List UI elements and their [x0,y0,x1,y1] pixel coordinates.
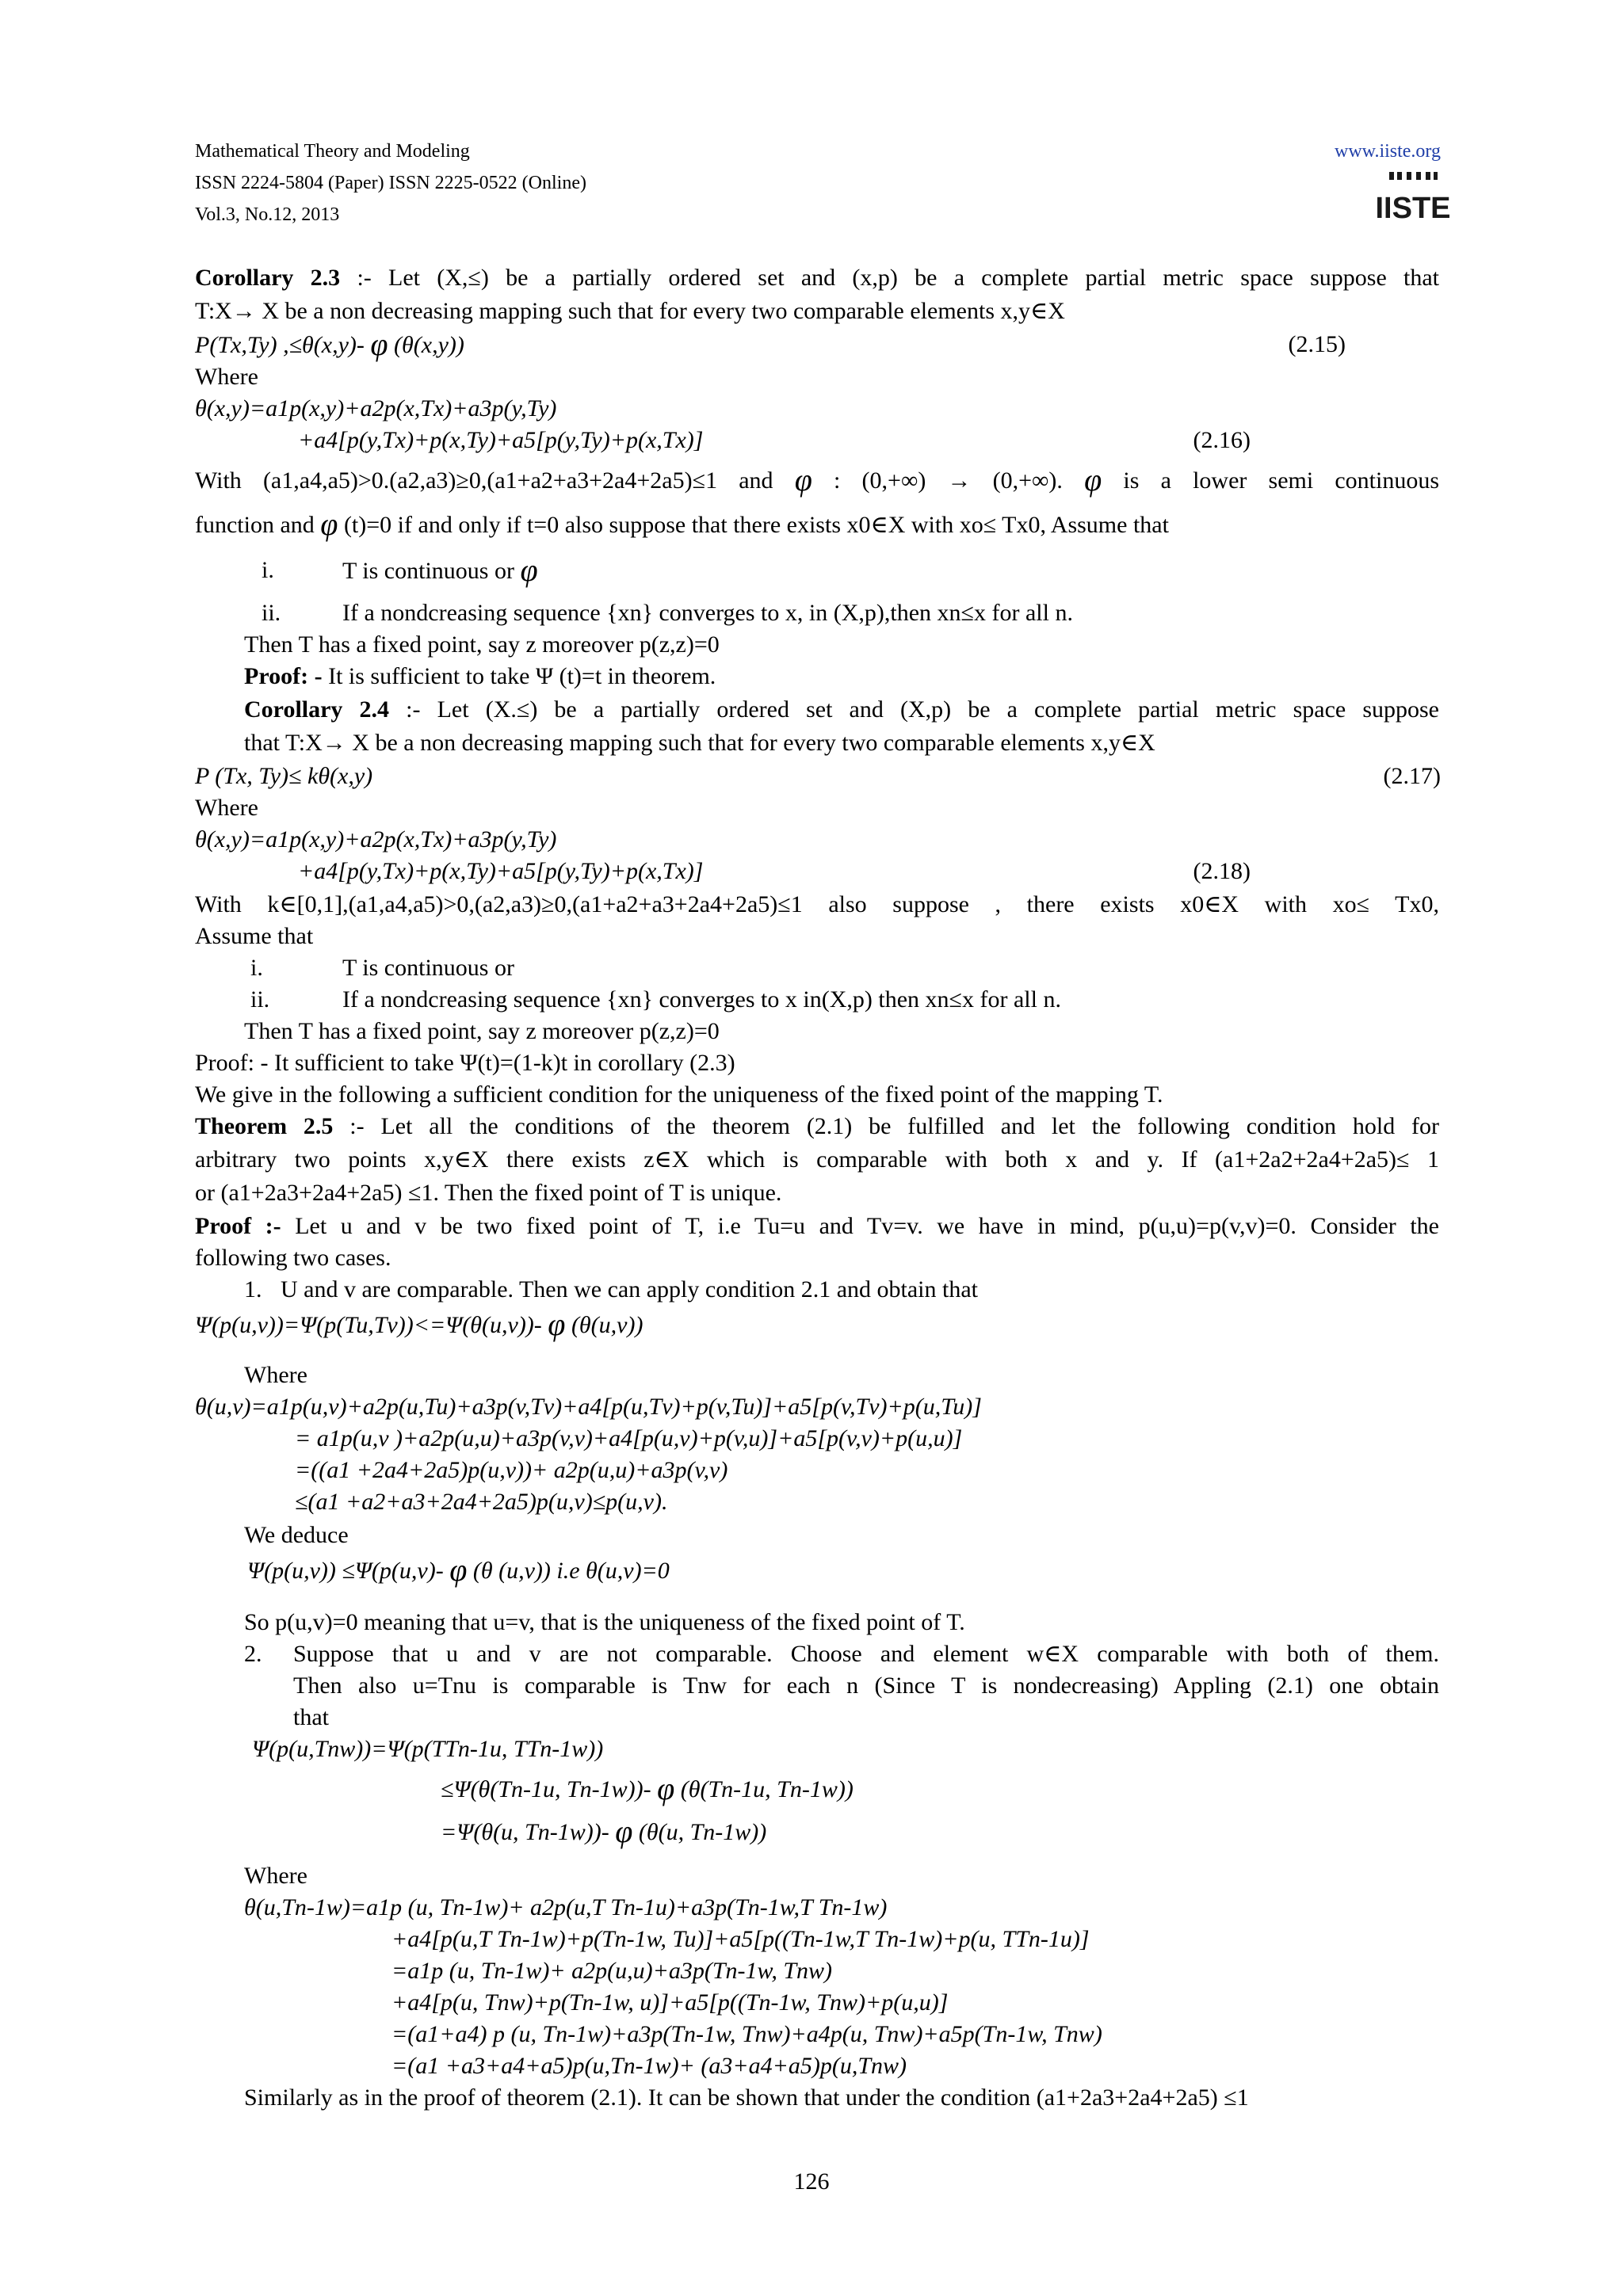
phi-icon: φ [548,1306,566,1342]
journal-issn: ISSN 2224-5804 (Paper) ISSN 2225-0522 (Online) [195,173,586,193]
eq-2-17: P (Tx, Ty)≤ kθ(x,y) [195,763,373,789]
function-line: function and φ (t)=0 if and only if t=0 also suppose that there exists x0∈X with xo≤ Tx0, Assume that [195,506,1169,542]
with-conditions-line: With (a1,a4,a5)>0.(a2,a3)≥0,(a1+a2+a3+2a4+2a5)≤1 and φ : (0,+∞) → (0,+∞). φ is a lower semi continuous [195,462,1440,498]
journal-title: Mathematical Theory and Modeling [195,141,470,162]
theta-def-1: θ(x,y)=a1p(x,y)+a2p(x,Tx)+a3p(y,Ty) [195,395,557,421]
journal-url[interactable]: www.iiste.org [1335,141,1441,162]
assume-label: Assume that [195,923,314,949]
eq-label-2-17: (2.17) [1383,763,1441,789]
theorem-2-5-line-2: arbitrary two points x,y∈X there exists z∈X which is comparable with both x and y. If (a1+2a2+2a4+2a5)≤ 1 [195,1146,1439,1173]
phi-icon: φ [1084,462,1102,498]
theorem-2-5-line-3: or (a1+2a3+2a4+2a5) ≤1. Then the fixed point of T is unique. [195,1180,782,1206]
corollary-2-4-line-2: that T:X→ X be a non decreasing mapping such that for every two comparable elements x,y∈X [244,730,1155,756]
eq-2-15: P(Tx,Ty) ,≤θ(x,y)- φ (θ(x,y)) [195,326,464,362]
list-item-i: T is continuous or φ [342,552,538,588]
psi-tnw-2: ≤Ψ(θ(Tn-1u, Tn-1w))- φ (θ(Tn-1u, Tn-1w)) [441,1771,854,1806]
where-label: Where [244,1863,307,1889]
where-label: Where [195,795,258,821]
theta-tn-4: +a4[p(u, Tnw)+p(Tn-1w, u)]+a5[p((Tn-1w, Tnw)+p(u,u)] [391,1989,949,2016]
conclusion-fixed-point: Then T has a fixed point, say z moreover p(z,z)=0 [244,1018,720,1044]
psi-inequality: Ψ(p(u,v))=Ψ(p(Tu,Tv))<=Ψ(θ(u,v))- φ (θ(u,v)) [195,1306,643,1342]
theta-uv-2: = a1p(u,v )+a2p(u,u)+a3p(v,v)+a4[p(u,v)+p(v,u)]+a5[p(v,v)+p(u,u)] [295,1425,963,1451]
theta-def-2: +a4[p(y,Tx)+p(x,Ty)+a5[p(y,Ty)+p(x,Tx)] [298,427,704,453]
theta-uv-1: θ(u,v)=a1p(u,v)+a2p(u,Tu)+a3p(v,Tv)+a4[p(u,Tv)+p(v,Tu)]+a5[p(v,Tv)+p(u,Tu)] [195,1394,982,1420]
psi-tnw-3: =Ψ(θ(u, Tn-1w))- φ (θ(u, Tn-1w)) [441,1814,767,1849]
phi-icon: φ [657,1771,675,1806]
theta-uv-3: =((a1 +2a4+2a5)p(u,v))+ a2p(u,u)+a3p(v,v) [295,1457,728,1483]
list-item-i: T is continuous or [342,955,514,981]
conclusion-fixed-point: Then T has a fixed point, say z moreover p(z,z)=0 [244,631,720,658]
phi-icon: φ [615,1814,633,1849]
phi-icon: φ [370,326,388,362]
theta-tn-2: +a4[p(u,T Tn-1w)+p(Tn-1w, Tu)]+a5[p((Tn-1w,T Tn-1w)+p(u, TTn-1u)] [391,1926,1090,1952]
proof-line: Proof: - It is sufficient to take Ψ (t)=t in theorem. [244,663,716,689]
phi-icon: φ [520,552,538,588]
case-2-text-1: Suppose that u and v are not comparable. Choose and element w∈X comparable with both of them. [293,1641,1439,1667]
theorem-2-5-line-1: Theorem 2.5 :- Let all the conditions of the theorem (2.1) be fulfilled and let the following condition hold for [195,1113,1440,1139]
with-k-line: With k∈[0,1],(a1,a4,a5)>0,(a2,a3)≥0,(a1+a2+a3+2a4+2a5)≤1 also suppose , there exists x0∈X with xo≤ Tx0, [195,891,1439,917]
list-marker-i: i. [250,955,263,981]
list-item-ii: If a nondcreasing sequence {xn} converges to x, in (X,p),then xn≤x for all n. [342,600,1073,626]
list-marker-ii: ii. [250,986,270,1013]
uniqueness-line: So p(u,v)=0 meaning that u=v, that is the uniqueness of the fixed point of T. [244,1609,965,1635]
deduce-inequality: Ψ(p(u,v)) ≤Ψ(p(u,v)- φ (θ (u,v)) i.e θ(u,v)=0 [247,1552,670,1588]
corollary-2-3-line-1: Corollary 2.3 :- Let (X,≤) be a partially ordered set and (x,p) be a complete partial metric space suppose that [195,265,1440,291]
journal-link[interactable] [1335,139,1441,163]
corollary-2-3-line-2: T:X→ X be a non decreasing mapping such that for every two comparable elements x,y∈X [195,298,1065,324]
journal-volume: Vol.3, No.12, 2013 [195,204,340,225]
logo-text: IISTE [1375,192,1451,225]
case-2-text-2: Then also u=Tnu is comparable is Tnw for each n (Since T is nondecreasing) Appling (2.1) one obtain [293,1672,1439,1699]
where-label: Where [244,1362,307,1388]
list-item-ii: If a nondcreasing sequence {xn} converges to x in(X,p) then xn≤x for all n. [342,986,1061,1013]
proof-line: Proof: - It sufficient to take Ψ(t)=(1-k)t in corollary (2.3) [195,1050,735,1076]
phi-icon: φ [449,1552,468,1588]
phi-icon: φ [320,506,338,542]
case-1-text: U and v are comparable. Then we can apply condition 2.1 and obtain that [281,1276,978,1302]
theta-tn-5: =(a1+a4) p (u, Tn-1w)+a3p(Tn-1w, Tnw)+a4p(u, Tnw)+a5p(Tn-1w, Tnw) [391,2021,1102,2047]
psi-tnw-1: Ψ(p(u,Tnw))=Ψ(p(TTn-1u, TTn-1w)) [252,1736,604,1762]
theta-uv-4: ≤(a1 +a2+a3+2a4+2a5)p(u,v)≤p(u,v). [295,1489,668,1515]
eq-label-2-16: (2.16) [1193,427,1251,453]
proof-2-5-line-1: Proof :- Let u and v be two fixed point of T, i.e Tu=u and Tv=v. we have in mind, p(u,u)=p(v,v)=0. Consider the [195,1213,1439,1239]
case-2-text-3: that [293,1704,329,1730]
theta-tn-1: θ(u,Tn-1w)=a1p (u, Tn-1w)+ a2p(u,T Tn-1u)+a3p(Tn-1w,T Tn-1w) [244,1894,888,1920]
proof-2-5-line-2: following two cases. [195,1245,391,1271]
case-1-marker: 1. [244,1276,262,1302]
theta-tn-3: =a1p (u, Tn-1w)+ a2p(u,u)+a3p(Tn-1w, Tnw) [391,1958,833,1984]
similarly-line: Similarly as in the proof of theorem (2.1). It can be shown that under the condition (a1+2a3+2a4+2a5) ≤1 [244,2084,1249,2111]
theta-def-1: θ(x,y)=a1p(x,y)+a2p(x,Tx)+a3p(y,Ty) [195,826,557,852]
we-deduce: We deduce [244,1522,349,1548]
iiste-logo-icon [1375,170,1451,226]
sufficient-condition-line: We give in the following a sufficient condition for the uniqueness of the fixed point of the mapping T. [195,1081,1163,1108]
corollary-2-4-line-1: Corollary 2.4 :- Let (X.≤) be a partially ordered set and (X,p) be a complete partial metric space suppose [244,696,1439,723]
phi-icon: φ [794,462,812,498]
list-marker-i: i. [262,557,274,583]
theta-tn-6: =(a1 +a3+a4+a5)p(u,Tn-1w)+ (a3+a4+a5)p(u,Tnw) [391,2053,907,2079]
eq-label-2-15: (2.15) [1288,331,1346,357]
case-2-marker: 2. [244,1641,262,1667]
theta-def-2: +a4[p(y,Tx)+p(x,Ty)+a5[p(y,Ty)+p(x,Tx)] [298,858,704,884]
eq-label-2-18: (2.18) [1193,858,1251,884]
where-label: Where [195,364,258,390]
page-number: 126 [793,2168,830,2195]
list-marker-ii: ii. [262,600,281,626]
